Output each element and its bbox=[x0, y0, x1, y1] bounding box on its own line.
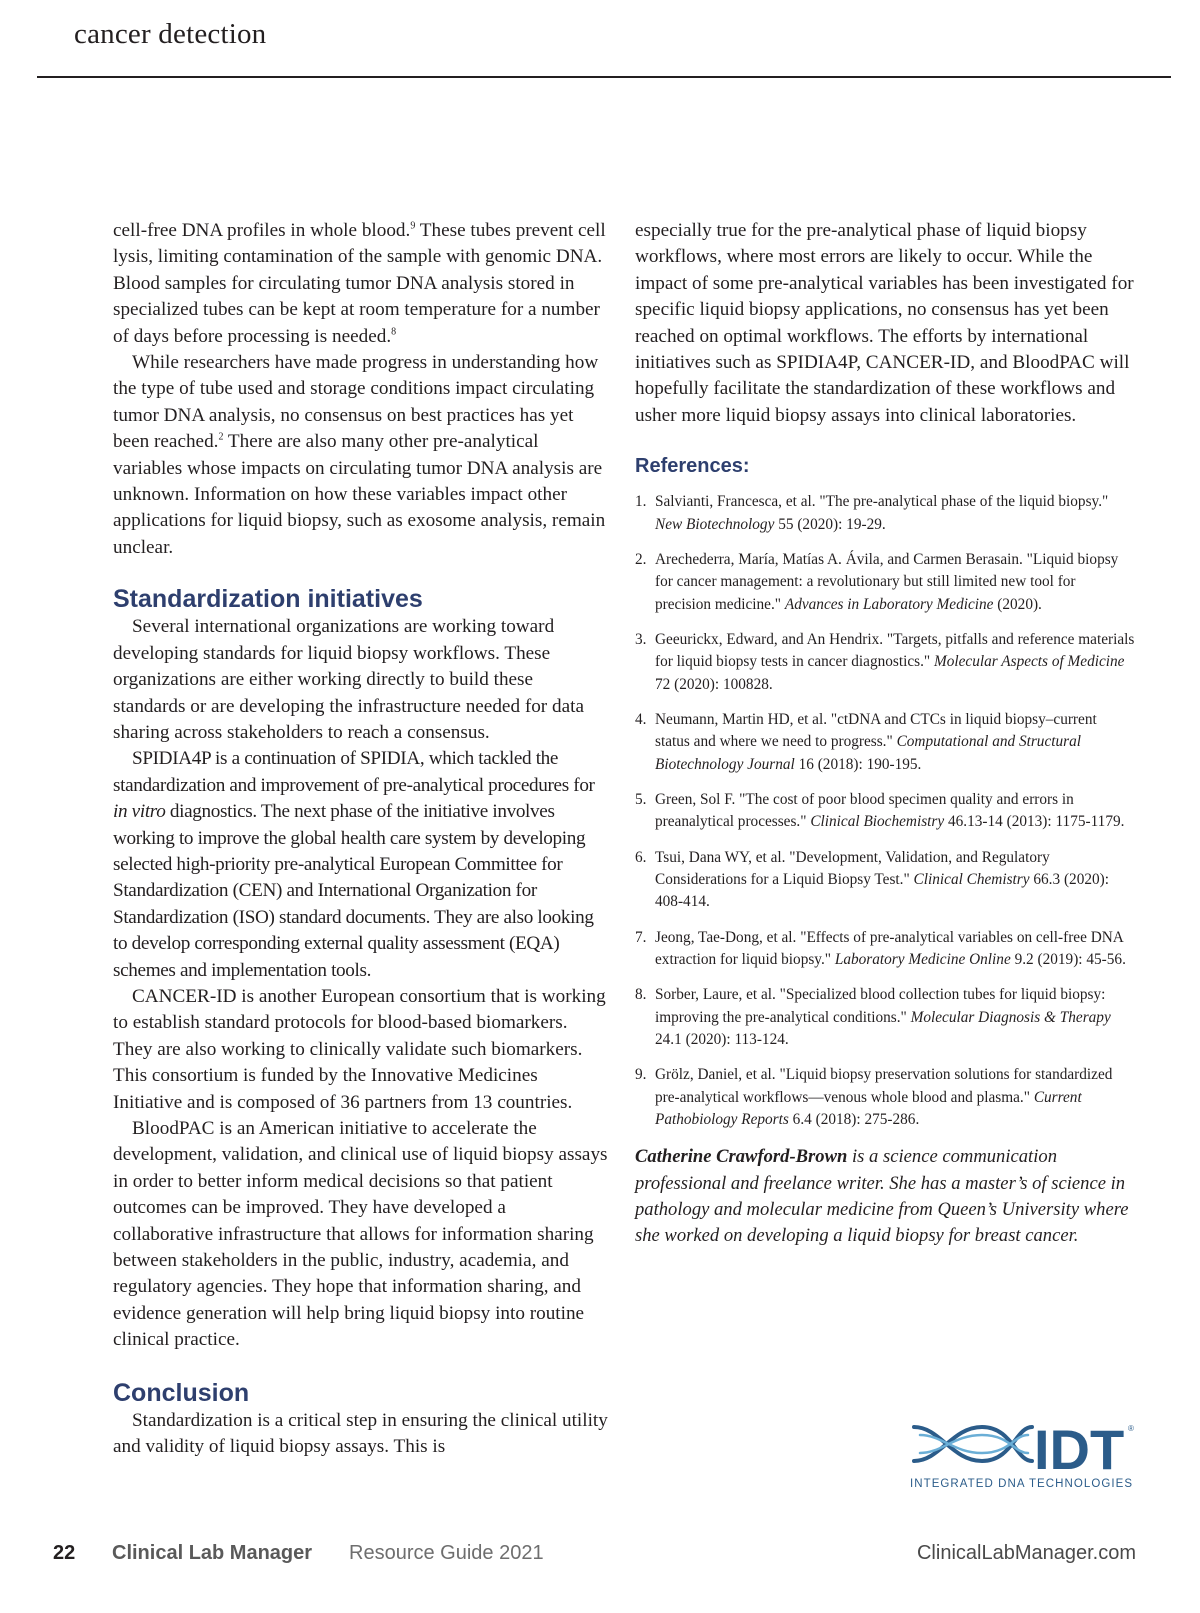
references-heading: References: bbox=[635, 455, 750, 478]
section-tag: cancer detection bbox=[74, 18, 267, 50]
page-number: 22 bbox=[53, 1542, 76, 1564]
reference-item: 3. Geeurickx, Edward, and An Hendrix. "Targets, pitfalls and reference materials for liquid biopsy tests in cancer diagnostics." Molecular Aspects of Medicine 72 (2020): 100828. bbox=[635, 630, 1135, 693]
dna-helix-icon bbox=[910, 1417, 1136, 1493]
reference-item: 8. Sorber, Laure, et al. "Specialized blood collection tubes for liquid biopsy: improving the pre-analytical conditions." Molecular Diagnosis & Therapy 24.1 (2020): 113-124. bbox=[635, 986, 1111, 1048]
author-bio: Catherine Crawford-Brown is a science communication professional and freelance writer. She has a master’s of science in pathology and molecular medicine from Queen’s University where she worked on developing a liquid biopsy for breast cancer. bbox=[635, 1146, 1129, 1247]
magazine-title: Clinical Lab Manager bbox=[112, 1542, 313, 1564]
header-rule bbox=[37, 76, 1171, 78]
logo-tagline: INTEGRATED DNA TECHNOLOGIES bbox=[910, 1478, 1132, 1490]
citation: 9 bbox=[410, 220, 416, 232]
citation: 8 bbox=[391, 326, 397, 338]
citation: 2 bbox=[218, 431, 224, 443]
heading-conclusion: Conclusion bbox=[113, 1378, 250, 1407]
reference-item: 6. Tsui, Dana WY, et al. "Development, Validation, and Regulatory Considerations for a Liquid Biopsy Test." Clinical Chemistry 66.3 (2020): 408-414. bbox=[635, 848, 1109, 911]
reference-list bbox=[635, 491, 1135, 1131]
paragraph: cell-free DNA profiles in whole blood.$^9$ These tubes prevent cell lysis, limiting contamination of the sample with genomic DNA. Blood samples for circulating tumor DNA analysis stored in specialized tubes can be kept at room temperature for a number of days before processing is needed.$^8$ bbox=[113, 220, 606, 347]
reference-item: 5. Green, Sol F. "The cost of poor blood specimen quality and errors in preanalytical processes." Clinical Biochemistry 46.13-14 (2013): 1175-1179. bbox=[635, 790, 1125, 831]
website-link[interactable]: ClinicalLabManager.com bbox=[916, 1542, 1136, 1564]
idt-logo bbox=[910, 1417, 1136, 1493]
reference-item: 7. Jeong, Tae-Dong, et al. "Effects of pre-analytical variables on cell-free DNA extraction for liquid biopsy." Laboratory Medicine Online 9.2 (2019): 45-56. bbox=[635, 928, 1126, 968]
heading-standardization: Standardization initiatives bbox=[113, 585, 423, 614]
reference-item: 9. Grölz, Daniel, et al. "Liquid biopsy preservation solutions for standardized pre-analytical workflows—venous whole blood and plasma." Current Pathobiology Reports 6.4 (2018): 275-286. bbox=[635, 1066, 1113, 1128]
paragraph: SPIDIA4P is a continuation of SPIDIA, which tackled the standardization and improvement of pre-analytical procedures for in vitro diagnostics. The next phase of the initiative involves working to improve the global health care system by developing selected high-priority pre-analytical European Committee for Standardization (CEN) and International Organization for Standardization (ISO) standard documents. They are also looking to develop corresponding external quality assessment (EQA) schemes and implementation tools. bbox=[113, 748, 595, 981]
logo-wordmark: IDT bbox=[1034, 1418, 1125, 1481]
paragraph: CANCER-ID is another European consortium that is working to establish standard protocols for blood-based biomarkers. They are also working to clinically validate such biomarkers. This consortium is funded by the Innovative Medicines Initiative and is composed of 36 partners from 13 countries. bbox=[113, 985, 606, 1113]
paragraph: especially true for the pre-analytical phase of liquid biopsy workflows, where most errors are likely to occur. While the impact of some pre-analytical variables has been investigated for specific liquid biopsy applications, no consensus has yet been reached on optimal workflows. The efforts by international initiatives such as SPIDIA4P, CANCER-ID, and BloodPAC will hopefully facilitate the standardization of these workflows and usher more liquid biopsy assays into clinical laboratories. bbox=[635, 220, 1134, 426]
right-column bbox=[635, 218, 1135, 1250]
page-footer bbox=[0, 1542, 1200, 1576]
paragraph: Several international organizations are working toward developing standards for liquid biopsy workflows. These organizations are either working directly to build these standards or are developing the infrastructure needed for data sharing across stakeholders to reach a consensus. bbox=[113, 616, 584, 743]
reference-item: 1. Salvianti, Francesca, et al. "The pre-analytical phase of the liquid biopsy." New Biotechnology 55 (2020): 19-29. bbox=[635, 493, 1109, 533]
left-column bbox=[113, 218, 609, 1460]
registered-mark: ® bbox=[1128, 1424, 1134, 1433]
reference-item: 2. Arechederra, María, Matías A. Ávila, and Carmen Berasain. "Liquid biopsy for cancer management: a revolutionary but still limited new tool for precision medicine." Advances in Laboratory Medicine (2020). bbox=[635, 550, 1119, 613]
reference-item: 4. Neumann, Martin HD, et al. "ctDNA and CTCs in liquid biopsy–current status and where we need to progress." Computational and Structural Biotechnology Journal 16 (2018): 190-195. bbox=[635, 710, 1097, 773]
paragraph: While researchers have made progress in understanding how the type of tube used and storage conditions impact circulating tumor DNA analysis, no consensus on best practices has yet been reached.$^2$ There are also many other pre-analytical variables whose impacts on circulating tumor DNA analysis are unknown. Information on how these variables impact other applications for liquid biopsy, such as exosome analysis, remain unclear. bbox=[113, 352, 606, 558]
paragraph: BloodPAC is an American initiative to accelerate the development, validation, and clinical use of liquid biopsy assays in order to better inform medical decisions so that patient outcomes can be improved. They have developed a collaborative infrastructure that allows for information sharing between stakeholders in the public, industry, academia, and regulatory agencies. They hope that information sharing, and evidence generation will help bring liquid biopsy into routine clinical practice. bbox=[113, 1118, 608, 1351]
issue-label: Resource Guide 2021 bbox=[349, 1542, 544, 1564]
paragraph: Standardization is a critical step in ensuring the clinical utility and validity of liquid biopsy assays. This is bbox=[113, 1409, 608, 1458]
author-name: Catherine Crawford-Brown bbox=[635, 1146, 848, 1168]
